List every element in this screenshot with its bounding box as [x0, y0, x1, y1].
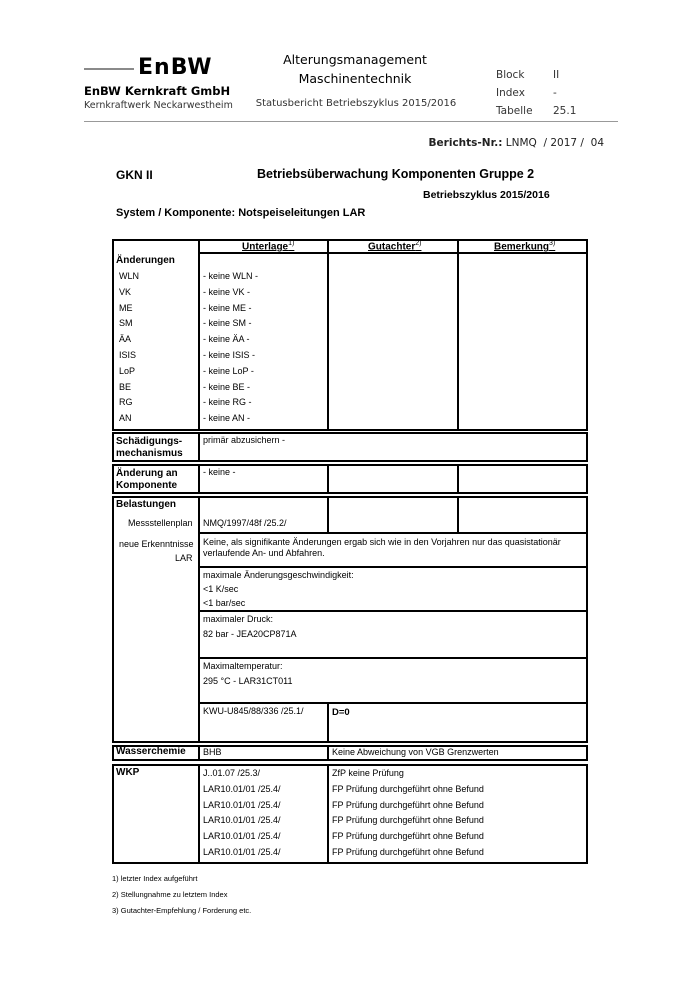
- divider: [457, 239, 459, 431]
- document-subtitle: Statusbericht Betriebszyklus 2015/2016: [255, 98, 457, 109]
- footnote-3: 3) Gutachter-Empfehlung / Forderung etc.: [112, 906, 252, 915]
- meta-key-index: Index: [496, 87, 525, 99]
- column-header-unterlage: Unterlage$^{1)}$: [242, 240, 295, 253]
- divider: [198, 432, 200, 462]
- aenderung-value: - keine WLN -: [203, 271, 259, 281]
- aenderungsgeschw-heading: maximale Änderungsgeschwindigkeit:: [203, 570, 354, 580]
- wkp-reference: LAR10.01/01 /25.4/: [203, 815, 281, 826]
- divider: [198, 464, 200, 494]
- schaedigung-label-1: Schädigungs-: [116, 436, 183, 447]
- wkp-reference: LAR10.01/01 /25.4/: [203, 831, 281, 842]
- temperatur-heading: Maximaltemperatur:: [203, 661, 283, 671]
- aenderung-komponente-section: [112, 464, 588, 494]
- divider: [327, 702, 329, 743]
- aenderung-code: RG: [119, 397, 133, 408]
- aenderung-value: - keine ISIS -: [203, 350, 256, 360]
- meta-value-block: II: [553, 69, 560, 81]
- aenderung-komponente-value: - keine -: [203, 467, 236, 477]
- aenderung-komponente-label-2: Komponente: [116, 480, 178, 491]
- header-rule: [84, 121, 618, 122]
- meta-value-tabelle: 25.1: [553, 105, 577, 117]
- enbw-logo: EnBW: [138, 55, 213, 80]
- row-line: [198, 657, 588, 659]
- report-number: LNMQ / 2017 / 04: [505, 137, 604, 149]
- schaedigung-section: [112, 432, 588, 462]
- logo-dash: [84, 68, 134, 70]
- kwu-reference: KWU-U845/88/336 /25.1/: [203, 706, 304, 716]
- aenderung-value: - keine LoP -: [203, 365, 254, 376]
- report-number-label: Berichts-Nr.:: [428, 137, 503, 149]
- erkenntnisse-label-2: LAR: [175, 553, 193, 563]
- company-name: EnBW Kernkraft GmbH: [84, 84, 231, 98]
- meta-key-block: Block: [496, 69, 525, 81]
- erkenntnisse-text-2: verlaufende An- und Abfahren.: [203, 548, 325, 558]
- column-header-bemerkung: Bemerkung$^{3)}$: [494, 240, 556, 253]
- wkp-result: ZfP keine Prüfung: [332, 768, 404, 778]
- aenderung-komponente-label-1: Änderung an: [116, 468, 178, 479]
- aenderung-code: LoP: [119, 365, 136, 376]
- wkp-result: FP Prüfung durchgeführt ohne Befund: [332, 847, 484, 857]
- wkp-result: FP Prüfung durchgeführt ohne Befund: [332, 831, 484, 842]
- system-title: System / Komponente: Notspeiseleitungen LAR: [116, 207, 366, 219]
- wasserchemie-label: Wasserchemie: [116, 746, 186, 757]
- aenderung-code: ÄA: [119, 334, 132, 345]
- meta-key-tabelle: Tabelle: [496, 105, 533, 117]
- wkp-reference: J..01.07 /25.3/: [203, 768, 261, 778]
- erkenntnisse-label-1: neue Erkenntnisse: [119, 539, 194, 549]
- aenderung-value: - keine VK -: [203, 286, 251, 297]
- divider: [457, 496, 459, 534]
- schaedigung-label-2: mechanismus: [116, 448, 183, 459]
- row-line: [198, 566, 588, 568]
- aenderung-code: WLN: [119, 271, 139, 281]
- cycle-title: Betriebszyklus 2015/2016: [423, 189, 550, 201]
- plant-name: Kernkraftwerk Neckarwestheim: [84, 100, 233, 111]
- divider: [198, 745, 200, 761]
- aenderung-value: - keine RG -: [203, 397, 252, 408]
- druck-value: 82 bar - JEA20CP871A: [203, 629, 297, 639]
- aenderung-code: VK: [119, 286, 132, 297]
- wasserchemie-unterlage: BHB: [203, 747, 222, 757]
- belastungen-heading: Belastungen: [116, 499, 177, 510]
- footnote-2: 2) Stellungnahme zu letztem Index: [112, 890, 228, 899]
- wkp-result: FP Prüfung durchgeführt ohne Befund: [332, 815, 484, 826]
- divider: [327, 764, 329, 864]
- temperatur-value: 295 °C - LAR31CT011: [203, 676, 293, 686]
- divider: [198, 764, 200, 864]
- aenderung-code: ME: [119, 302, 133, 313]
- wkp-label: WKP: [116, 767, 140, 778]
- erkenntnisse-text-1: Keine, als signifikante Änderungen ergab sich wie in den Vorjahren nur das quasistationär: [203, 537, 561, 547]
- druck-heading: maximaler Druck:: [203, 614, 274, 624]
- footnote-1: 1) letzter Index aufgeführt: [112, 874, 198, 883]
- page-title: Betriebsüberwachung Komponenten Gruppe 2: [257, 167, 535, 181]
- wasserchemie-gutachter: Keine Abweichung von VGB Grenzwerten: [332, 747, 499, 757]
- aenderungen-heading: Änderungen: [116, 255, 175, 266]
- divider: [327, 745, 329, 761]
- schaedigung-value: primär abzusichern -: [203, 435, 286, 445]
- document-title-line1: Alterungsmanagement: [283, 52, 427, 67]
- aenderungen-section: [112, 239, 588, 431]
- wkp-reference: LAR10.01/01 /25.4/: [203, 847, 281, 857]
- kwu-value: D=0: [332, 707, 350, 718]
- row-line: [198, 702, 588, 704]
- wkp-reference: LAR10.01/01 /25.4/: [203, 783, 281, 794]
- aenderung-code: BE: [119, 381, 132, 392]
- document-title-line2: Maschinentechnik: [298, 71, 412, 86]
- divider: [327, 496, 329, 534]
- row-line: [198, 610, 588, 612]
- aenderung-value: - keine AN -: [203, 413, 251, 424]
- meta-value-index: -: [553, 87, 557, 99]
- aenderungsgeschw-value-2: <1 bar/sec: [203, 598, 246, 608]
- aenderung-value: - keine SM -: [203, 318, 252, 329]
- messstellenplan-value: NMQ/1997/48f /25.2/: [203, 518, 287, 528]
- plant-code: GKN II: [116, 168, 153, 182]
- aenderung-code: SM: [119, 318, 133, 329]
- column-header-gutachter: Gutachter$^{2)}$: [368, 240, 422, 253]
- messstellenplan-label: Messstellenplan: [128, 518, 193, 528]
- aenderung-code: ISIS: [119, 350, 137, 360]
- wkp-reference: LAR10.01/01 /25.4/: [203, 799, 281, 810]
- wkp-result: FP Prüfung durchgeführt ohne Befund: [332, 783, 484, 794]
- divider: [198, 239, 200, 431]
- aenderung-code: AN: [119, 413, 132, 424]
- aenderung-value: - keine ME -: [203, 302, 252, 313]
- report-number-line: [429, 137, 604, 149]
- divider: [327, 239, 329, 431]
- row-line: [198, 532, 588, 534]
- wkp-result: FP Prüfung durchgeführt ohne Befund: [332, 799, 484, 810]
- aenderung-value: - keine ÄA -: [203, 334, 250, 345]
- divider: [327, 464, 329, 494]
- divider: [457, 464, 459, 494]
- aenderungsgeschw-value-1: <1 K/sec: [203, 584, 239, 594]
- aenderung-value: - keine BE -: [203, 381, 251, 392]
